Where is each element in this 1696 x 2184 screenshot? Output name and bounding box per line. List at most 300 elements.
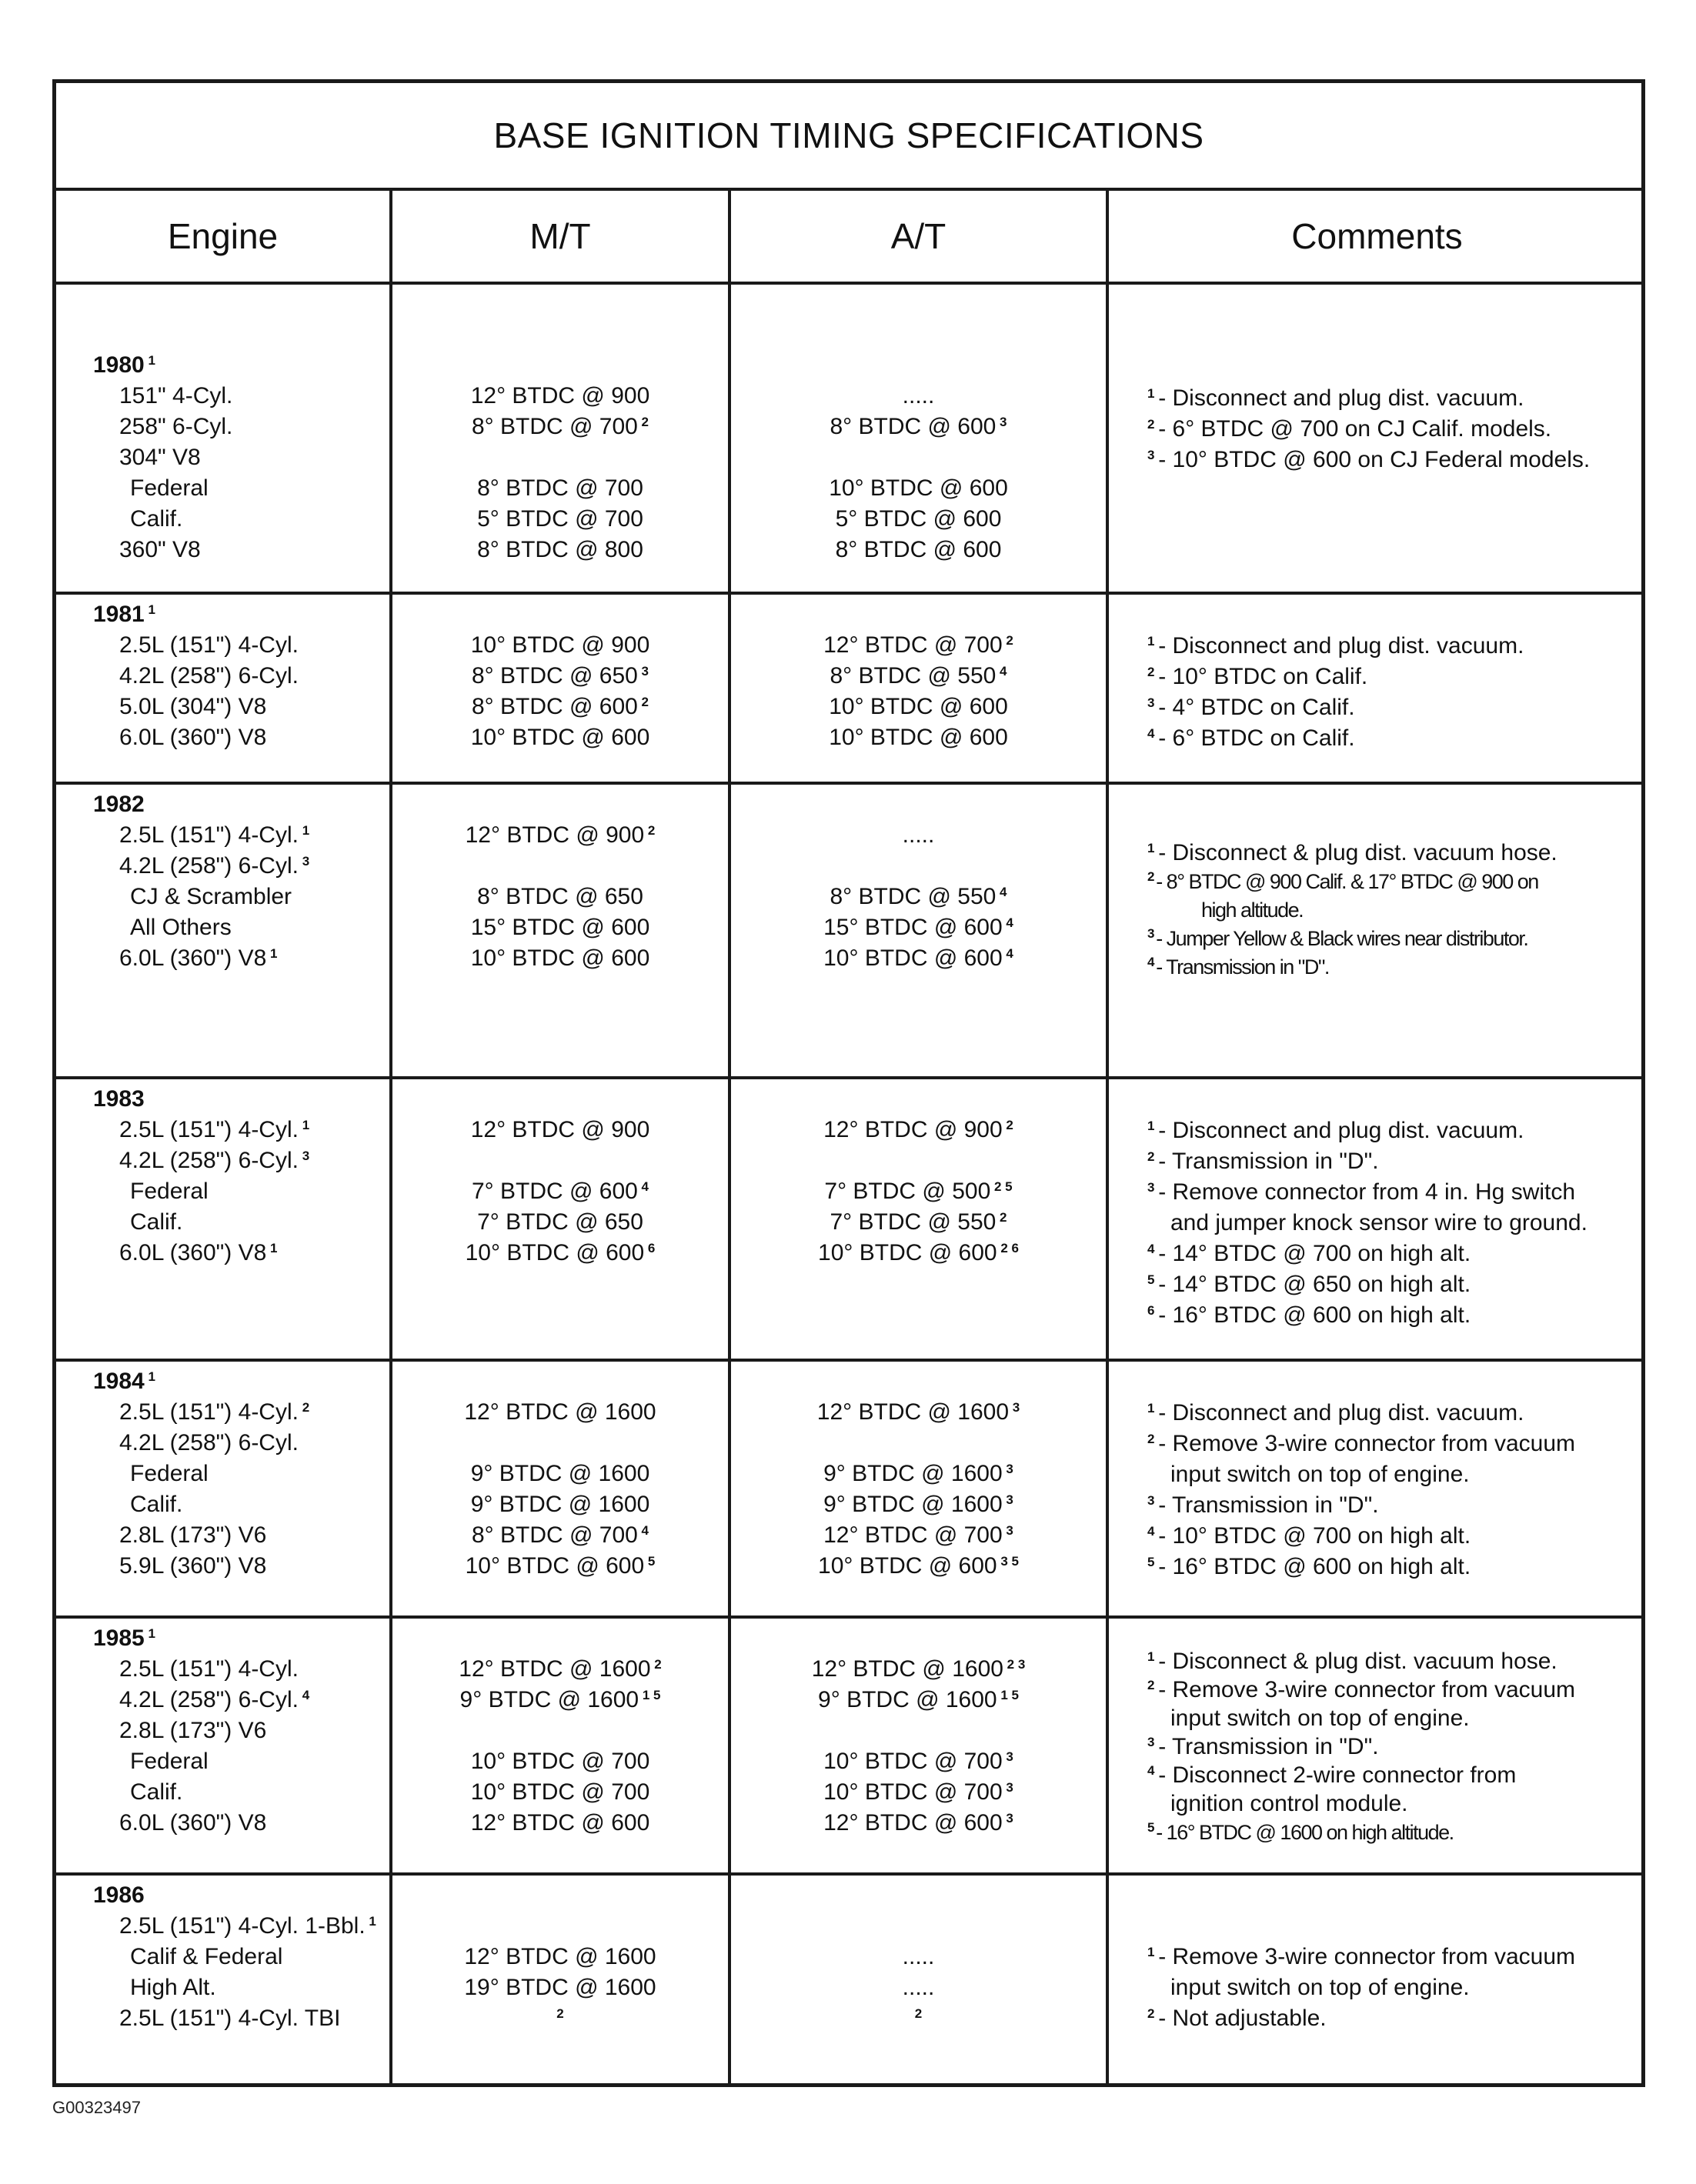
footnote-marker: 3	[1147, 448, 1159, 462]
engine-label	[119, 1551, 266, 1582]
mt-text: 8° BTDC @ 650	[477, 884, 643, 909]
mt-value	[392, 1942, 728, 1972]
comment-text: - Disconnect 2-wire connector from	[1158, 1762, 1517, 1788]
footnote-marker: 3	[1002, 1780, 1013, 1795]
footnote-marker: 3	[1002, 1492, 1013, 1507]
comment-text: - Transmission in "D".	[1158, 1492, 1379, 1518]
year-group-1986	[56, 1872, 1641, 2087]
engine-label	[119, 2003, 340, 2034]
mt-text: 10° BTDC @ 600	[465, 1240, 645, 1265]
header-comments: Comments	[1291, 216, 1463, 256]
comment-text: input switch on top of engine.	[1170, 1706, 1470, 1731]
footnote-marker: 2	[1147, 869, 1157, 884]
year-group-1985	[56, 1615, 1641, 1872]
footnote-marker: 6	[644, 1241, 656, 1255]
comment-line	[1147, 1429, 1575, 1459]
at-text: 5° BTDC @ 600	[835, 506, 1002, 532]
footnote-marker: 2	[1147, 417, 1159, 432]
year-text: 1981	[93, 602, 145, 627]
comment-line	[1147, 662, 1367, 692]
spec-table	[52, 79, 1645, 2087]
engine-label	[119, 535, 201, 565]
footnote-marker: 4	[1002, 946, 1013, 961]
mt-value	[392, 630, 728, 661]
at-value	[731, 1207, 1106, 1238]
table-title: BASE IGNITION TIMING SPECIFICATIONS	[56, 83, 1641, 191]
comment-line	[1147, 1146, 1379, 1177]
comment-text: - Jumper Yellow & Black wires near distributor.	[1156, 927, 1528, 950]
comment-line	[1201, 895, 1303, 925]
mt-text: 9° BTDC @ 1600	[459, 1687, 639, 1712]
comment-line	[1147, 1646, 1557, 1677]
mt-value	[392, 820, 728, 851]
comment-line	[1147, 445, 1590, 475]
comment-text: input switch on top of engine.	[1170, 1975, 1470, 2000]
header-at: A/T	[890, 216, 946, 256]
engine-label	[119, 1115, 309, 1145]
comment-text: - Disconnect & plug dist. vacuum hose.	[1158, 1649, 1557, 1674]
engine-text: 258" 6-Cyl.	[119, 414, 233, 439]
footnote-marker: 2	[914, 2006, 923, 2021]
at-text: 8° BTDC @ 600	[830, 414, 997, 439]
footnote-marker: 5	[1147, 1272, 1159, 1287]
engine-text: Federal	[130, 1461, 209, 1486]
engine-text: All Others	[130, 915, 232, 940]
comment-text: high altitude.	[1201, 899, 1304, 922]
mt-text: 8° BTDC @ 700	[471, 1522, 638, 1548]
footnote-marker: 5	[644, 1554, 656, 1569]
engine-label	[119, 820, 309, 851]
footnote-marker: 1	[1147, 841, 1159, 855]
footnote-marker: 2	[637, 415, 649, 429]
at-text: 10° BTDC @ 600	[818, 1240, 997, 1265]
at-value	[731, 1808, 1106, 1839]
comment-text: - 10° BTDC on Calif.	[1158, 664, 1368, 689]
year-text: 1980	[93, 352, 145, 378]
footnote-marker: 2	[1147, 2006, 1159, 2021]
footnote-marker: 2	[1147, 1432, 1159, 1446]
engine-text: Federal	[130, 1749, 209, 1774]
comment-line	[1147, 1942, 1575, 1972]
mt-text: 10° BTDC @ 600	[470, 725, 650, 750]
comment-text: - Disconnect and plug dist. vacuum.	[1158, 1118, 1524, 1143]
engine-label	[119, 630, 299, 661]
comment-line	[1147, 1300, 1471, 1331]
engine-text: 4.2L (258") 6-Cyl.	[119, 1430, 299, 1455]
engine-label	[119, 1716, 266, 1746]
footnote-marker: 6	[1147, 1303, 1159, 1318]
header-mt: M/T	[529, 216, 591, 256]
mt-value	[392, 1685, 728, 1716]
footnote-marker: 3	[996, 415, 1007, 429]
mt-text: 12° BTDC @ 1600	[459, 1656, 651, 1682]
footnote-marker: 3	[1147, 1180, 1159, 1195]
at-text: 7° BTDC @ 550	[830, 1209, 997, 1235]
year-label	[93, 1366, 155, 1397]
engine-text: Federal	[130, 475, 209, 501]
mt-value	[392, 504, 728, 535]
comment-text: - 16° BTDC @ 600 on high alt.	[1158, 1554, 1471, 1579]
comment-line	[1147, 692, 1355, 723]
engine-text: 2.5L (151") 4-Cyl.	[119, 1656, 299, 1682]
engine-label	[130, 912, 232, 943]
footnote-marker: 4	[637, 1179, 649, 1194]
engine-text: 4.2L (258") 6-Cyl.	[119, 663, 299, 689]
mt-text: 9° BTDC @ 1600	[470, 1461, 650, 1486]
at-text: 10° BTDC @ 600	[829, 694, 1008, 719]
comment-text: - Disconnect & plug dist. vacuum hose.	[1158, 840, 1557, 865]
engine-label	[130, 1459, 209, 1489]
at-text: .....	[902, 1975, 935, 2000]
engine-label	[130, 1176, 209, 1207]
footnote-marker: 1	[266, 1241, 278, 1255]
comment-text: - Transmission in "D".	[1158, 1734, 1379, 1759]
mt-value	[392, 1238, 728, 1269]
at-value	[731, 661, 1106, 692]
engine-label	[119, 1145, 309, 1176]
engine-label	[130, 1746, 209, 1777]
footnote-marker: 2	[650, 1657, 662, 1672]
at-value	[731, 504, 1106, 535]
mt-value	[392, 943, 728, 974]
footnote-marker: 4	[1147, 1763, 1159, 1778]
mt-text: 8° BTDC @ 800	[477, 537, 643, 562]
mt-value	[392, 661, 728, 692]
mt-value	[392, 1207, 728, 1238]
mt-text: 12° BTDC @ 900	[470, 1117, 650, 1142]
mt-value	[392, 1459, 728, 1489]
engine-label	[119, 1911, 376, 1942]
at-value	[731, 1654, 1106, 1685]
at-value	[731, 630, 1106, 661]
mt-value	[392, 1972, 728, 2003]
mt-value	[392, 692, 728, 722]
at-value	[731, 1942, 1106, 1972]
engine-label	[119, 943, 278, 974]
footnote-marker: 3 5	[997, 1554, 1019, 1569]
engine-text: Calif & Federal	[130, 1944, 283, 1969]
footnote-marker: 1	[266, 946, 278, 961]
at-value	[731, 2003, 1106, 2034]
footnote-marker: 4	[1002, 915, 1013, 930]
at-value	[731, 535, 1106, 565]
comment-text: - Transmission in "D".	[1158, 1149, 1379, 1174]
footnote-marker: 1	[144, 602, 155, 617]
at-text: 12° BTDC @ 1600	[811, 1656, 1003, 1682]
footnote-marker: 1	[1147, 1119, 1159, 1133]
comment-text: - 10° BTDC @ 700 on high alt.	[1158, 1523, 1471, 1549]
at-text: 10° BTDC @ 600	[829, 475, 1008, 501]
mt-text: 12° BTDC @ 600	[470, 1810, 650, 1836]
footnote-marker: 1	[144, 1626, 155, 1641]
at-text: 9° BTDC @ 1600	[818, 1687, 997, 1712]
comment-text: - Not adjustable.	[1158, 2006, 1327, 2031]
mt-value	[392, 1777, 728, 1808]
at-value	[731, 473, 1106, 504]
at-value	[731, 1777, 1106, 1808]
engine-text: 2.5L (151") 4-Cyl.	[119, 632, 299, 658]
comment-text: - Remove 3-wire connector from vacuum	[1158, 1677, 1576, 1702]
at-value	[731, 1551, 1106, 1582]
at-text: 8° BTDC @ 600	[835, 537, 1002, 562]
at-value	[731, 1176, 1106, 1207]
engine-label	[130, 1489, 182, 1520]
at-text: 9° BTDC @ 1600	[823, 1461, 1003, 1486]
at-value	[731, 943, 1106, 974]
engine-label	[130, 1972, 216, 2003]
footnote-marker: 3	[1002, 1523, 1013, 1538]
engine-text: 2.8L (173") V6	[119, 1718, 267, 1743]
at-text: 12° BTDC @ 600	[823, 1810, 1003, 1836]
mt-value	[392, 473, 728, 504]
engine-label	[119, 381, 232, 412]
engine-label	[119, 1654, 299, 1685]
at-text: 8° BTDC @ 550	[830, 884, 997, 909]
year-text: 1985	[93, 1625, 145, 1651]
mt-value	[392, 1551, 728, 1582]
comment-text: - 16° BTDC @ 1600 on high altitude.	[1156, 1821, 1454, 1844]
comment-line	[1147, 2003, 1327, 2034]
footnote-marker: 3	[1147, 695, 1159, 710]
engine-text: 5.0L (304") V8	[119, 694, 267, 719]
at-text: 12° BTDC @ 900	[823, 1117, 1003, 1142]
engine-label	[130, 1207, 182, 1238]
engine-label	[119, 1428, 299, 1459]
mt-text: 12° BTDC @ 900	[465, 822, 645, 848]
footnote-marker: 2	[1002, 633, 1013, 648]
at-value	[731, 692, 1106, 722]
comment-line	[1147, 631, 1524, 662]
engine-text: 4.2L (258") 6-Cyl.	[119, 1148, 299, 1173]
mt-text: 5° BTDC @ 700	[477, 506, 643, 532]
comment-line	[1147, 1239, 1471, 1269]
engine-text: 2.5L (151") 4-Cyl. 1-Bbl.	[119, 1913, 366, 1939]
mt-value	[392, 1489, 728, 1520]
at-text: 12° BTDC @ 700	[823, 632, 1003, 658]
engine-text: 2.5L (151") 4-Cyl.	[119, 1399, 299, 1425]
comment-line	[1147, 838, 1557, 869]
comment-text: - Remove connector from 4 in. Hg switch	[1158, 1179, 1576, 1205]
comment-line	[1147, 866, 1538, 897]
footnote-marker: 1	[1147, 386, 1159, 401]
footnote-marker: 3	[298, 854, 310, 869]
footnote-marker: 5	[1147, 1555, 1159, 1569]
comment-line	[1147, 1760, 1516, 1791]
year-label	[93, 350, 155, 381]
footnote-marker: 3	[1009, 1400, 1020, 1415]
mt-value	[392, 882, 728, 912]
engine-label	[130, 504, 182, 535]
engine-text: 360" V8	[119, 537, 201, 562]
at-text: 15° BTDC @ 600	[823, 915, 1003, 940]
comment-line	[1147, 1398, 1524, 1429]
engine-label	[119, 412, 232, 442]
at-value	[731, 1746, 1106, 1777]
footnote-marker: 4	[1147, 726, 1159, 741]
comment-text: - 16° BTDC @ 600 on high alt.	[1158, 1302, 1471, 1328]
comment-line	[1147, 1490, 1379, 1521]
mt-value	[392, 1654, 728, 1685]
comment-text: - Transmission in "D".	[1156, 955, 1329, 979]
footnote-marker: 3	[1147, 1493, 1159, 1508]
engine-text: 2.5L (151") 4-Cyl.	[119, 1117, 299, 1142]
mt-text: 7° BTDC @ 650	[477, 1209, 643, 1235]
mt-text: 10° BTDC @ 700	[470, 1779, 650, 1805]
engine-text: 6.0L (360") V8	[119, 945, 267, 971]
at-text: 10° BTDC @ 700	[823, 1779, 1003, 1805]
mt-text: 7° BTDC @ 600	[471, 1179, 638, 1204]
year-text: 1983	[93, 1086, 145, 1112]
year-label	[93, 789, 145, 820]
at-text: 12° BTDC @ 1600	[816, 1399, 1010, 1425]
engine-label	[119, 851, 309, 882]
mt-text: 9° BTDC @ 1600	[470, 1492, 650, 1517]
footnote-marker: 2	[1002, 1118, 1013, 1132]
engine-label	[119, 1397, 309, 1428]
comment-text: - Remove 3-wire connector from vacuum	[1158, 1944, 1576, 1969]
footnote-marker: 2	[298, 1400, 310, 1415]
comment-line	[1147, 414, 1551, 445]
mt-value	[392, 1397, 728, 1428]
comment-line	[1170, 1789, 1408, 1819]
comment-line	[1147, 1269, 1471, 1300]
comment-text: - 14° BTDC @ 700 on high alt.	[1158, 1241, 1471, 1266]
footnote-marker: 2 3	[1003, 1657, 1026, 1672]
at-value	[731, 1238, 1106, 1269]
at-value	[731, 722, 1106, 753]
at-value	[731, 381, 1106, 412]
engine-label	[119, 442, 201, 473]
footnote-marker: 4	[996, 885, 1007, 899]
footnote-marker: 4	[996, 664, 1007, 679]
comment-line	[1147, 1732, 1379, 1762]
at-value	[731, 912, 1106, 943]
engine-label	[119, 1520, 266, 1551]
engine-label	[119, 722, 266, 753]
mt-value	[392, 2003, 728, 2034]
at-text: .....	[902, 383, 935, 408]
at-value	[731, 412, 1106, 442]
at-text: .....	[902, 1944, 935, 1969]
mt-value	[392, 1746, 728, 1777]
engine-label	[130, 1777, 182, 1808]
comment-text: input switch on top of engine.	[1170, 1462, 1470, 1487]
at-value	[731, 1520, 1106, 1551]
engine-text: Calif.	[130, 506, 183, 532]
at-text: 10° BTDC @ 600	[823, 945, 1003, 971]
comment-text: and jumper knock sensor wire to ground.	[1170, 1210, 1587, 1235]
footnote-marker: 3	[637, 664, 649, 679]
year-group-1984	[56, 1359, 1641, 1615]
engine-label	[130, 1942, 282, 1972]
at-text: .....	[902, 822, 935, 848]
at-value	[731, 1972, 1106, 2003]
engine-label	[130, 473, 209, 504]
engine-text: 2.5L (151") 4-Cyl. TBI	[119, 2006, 341, 2031]
mt-value	[392, 381, 728, 412]
year-group-1982	[56, 782, 1641, 1076]
year-label	[93, 1880, 145, 1911]
footnote-marker: 3	[298, 1149, 310, 1163]
engine-label	[119, 1238, 278, 1269]
footnote-marker: 2	[1147, 1149, 1159, 1164]
at-value	[731, 820, 1106, 851]
engine-label	[119, 1808, 266, 1839]
engine-text: Federal	[130, 1179, 209, 1204]
engine-text: 2.5L (151") 4-Cyl.	[119, 822, 299, 848]
footnote-marker: 1	[1147, 634, 1159, 649]
engine-text: 6.0L (360") V8	[119, 725, 267, 750]
footnote-marker: 2	[1147, 665, 1159, 679]
engine-text: 6.0L (360") V8	[119, 1810, 267, 1836]
mt-text: 15° BTDC @ 600	[470, 915, 650, 940]
footnote-marker: 2	[644, 823, 656, 838]
comment-line	[1147, 1521, 1471, 1552]
at-value	[731, 882, 1106, 912]
comment-line	[1147, 1552, 1471, 1582]
footnote-marker: 3	[1002, 1811, 1013, 1826]
footnote-marker: 2 5	[990, 1179, 1013, 1194]
mt-value	[392, 412, 728, 442]
mt-value	[392, 912, 728, 943]
year-label	[93, 1623, 155, 1654]
mt-value	[392, 722, 728, 753]
comment-line	[1170, 1703, 1470, 1734]
footnote-marker: 2	[556, 2006, 564, 2021]
footnote-marker: 2 6	[997, 1241, 1019, 1255]
year-group-1983	[56, 1076, 1641, 1359]
mt-value	[392, 535, 728, 565]
engine-text: CJ & Scrambler	[130, 884, 292, 909]
comment-line	[1170, 1972, 1470, 2003]
comment-line	[1147, 923, 1527, 954]
footnote-marker: 4	[637, 1523, 649, 1538]
comment-line	[1147, 383, 1524, 414]
footnote-marker: 2	[637, 695, 649, 709]
at-value	[731, 1115, 1106, 1145]
year-group-1981	[56, 592, 1641, 782]
at-text: 10° BTDC @ 600	[829, 725, 1008, 750]
mt-text: 12° BTDC @ 900	[470, 383, 650, 408]
engine-text: 5.9L (360") V8	[119, 1553, 267, 1579]
mt-text: 8° BTDC @ 650	[471, 663, 638, 689]
comment-line	[1170, 1208, 1587, 1239]
engine-text: Calif.	[130, 1779, 183, 1805]
at-value	[731, 1459, 1106, 1489]
comment-line	[1170, 1459, 1470, 1490]
comment-text: - 8° BTDC @ 900 Calif. & 17° BTDC @ 900 on	[1156, 870, 1538, 893]
comment-line	[1147, 1675, 1575, 1706]
at-text: 8° BTDC @ 550	[830, 663, 997, 689]
header-engine: Engine	[167, 216, 279, 256]
footnote-marker: 3	[1002, 1462, 1013, 1476]
mt-text: 12° BTDC @ 1600	[464, 1399, 656, 1425]
footnote-marker: 1	[144, 1369, 155, 1384]
mt-text: 10° BTDC @ 600	[470, 945, 650, 971]
engine-text: 151" 4-Cyl.	[119, 383, 233, 408]
footnote-marker: 3	[1147, 926, 1157, 941]
comment-text: - 6° BTDC on Calif.	[1158, 725, 1355, 751]
comment-text: - Disconnect and plug dist. vacuum.	[1158, 1400, 1524, 1425]
year-text: 1982	[93, 792, 145, 817]
engine-label	[130, 882, 292, 912]
engine-text: Calif.	[130, 1492, 183, 1517]
footnote-marker: 4	[1147, 1524, 1159, 1539]
footnote-marker: 4	[1147, 955, 1157, 969]
mt-text: 10° BTDC @ 600	[465, 1553, 645, 1579]
at-text: 10° BTDC @ 700	[823, 1749, 1003, 1774]
footnote-marker: 1 5	[639, 1688, 661, 1702]
